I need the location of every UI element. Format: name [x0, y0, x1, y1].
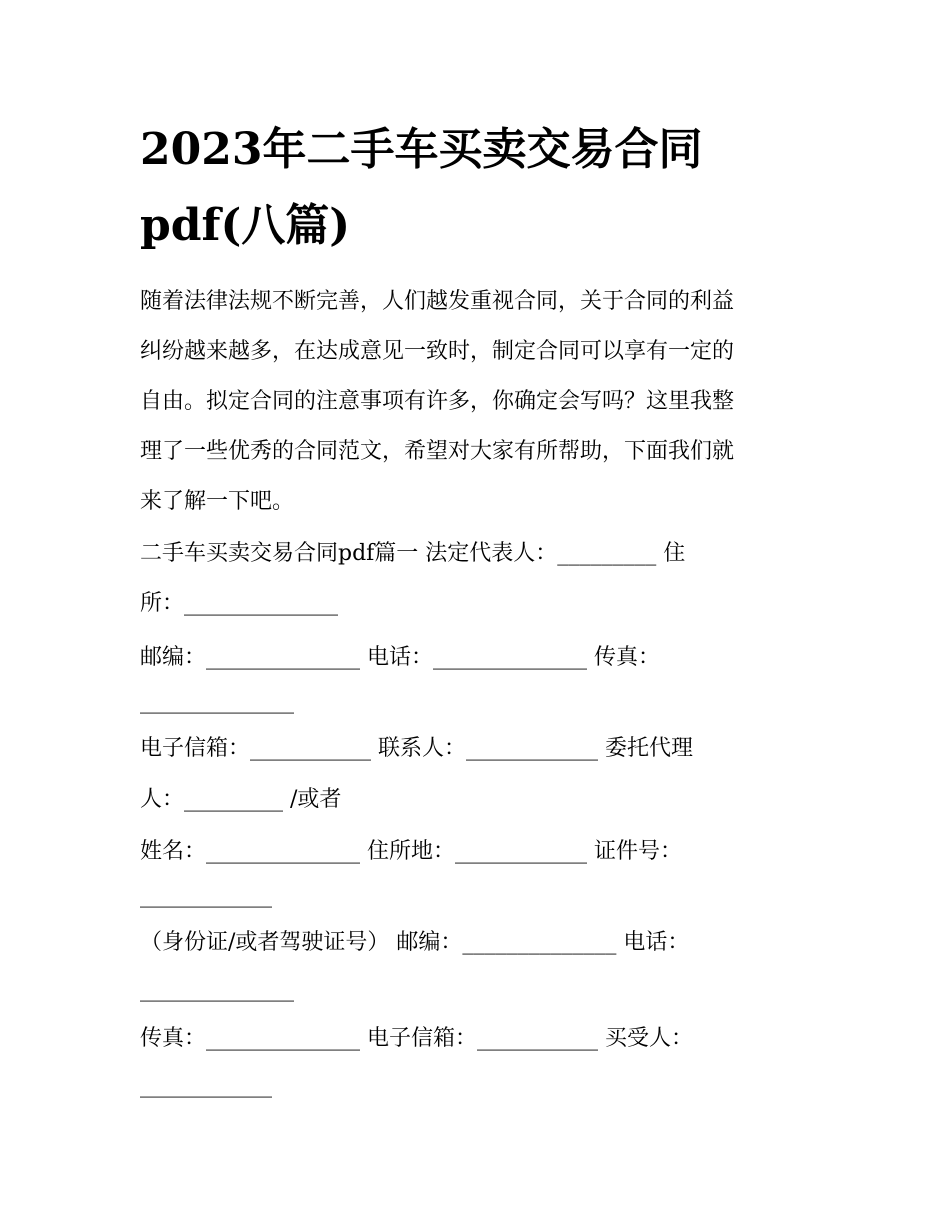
- intro-line: 纠纷越来越多，在达成意见一致时，制定合同可以享有一定的: [140, 339, 735, 364]
- intro-line: 自由。拟定合同的注意事项有许多，你确定会写吗？这里我整: [140, 389, 735, 414]
- title-line-2: pdf(八篇): [140, 200, 351, 251]
- form-line: ______________: [140, 977, 294, 1002]
- intro-line: 来了解一下吧。: [140, 489, 295, 514]
- intro-line: 随着法律法规不断完善，人们越发重视合同，关于合同的利益: [140, 289, 735, 314]
- form-line: 所：______________: [140, 591, 339, 616]
- form-line: ______________: [140, 689, 294, 714]
- form-line: ____________: [140, 1073, 272, 1098]
- form-line: （身份证/或者驾驶证号） 邮编：______________ 电话：: [140, 930, 690, 955]
- form-line: 二手车买卖交易合同pdf篇一 法定代表人：_________ 住: [140, 541, 686, 566]
- form-line: 电子信箱：___________ 联系人：____________ 委托代理: [140, 736, 693, 761]
- title-line-1: 2023年二手车买卖交易合同: [140, 124, 703, 175]
- intro-line: 理了一些优秀的合同范文，希望对大家有所帮助，下面我们就: [140, 439, 735, 464]
- document-title: [140, 112, 840, 264]
- form-line: ____________: [140, 883, 272, 908]
- form-line: 姓名：______________ 住所地：____________ 证件号：: [140, 839, 682, 864]
- form-line: 传真：______________ 电子信箱：___________ 买受人：: [140, 1026, 693, 1051]
- form-line: 邮编：______________ 电话：______________ 传真：: [140, 645, 660, 670]
- form-line: 人：_________ /或者: [140, 787, 342, 812]
